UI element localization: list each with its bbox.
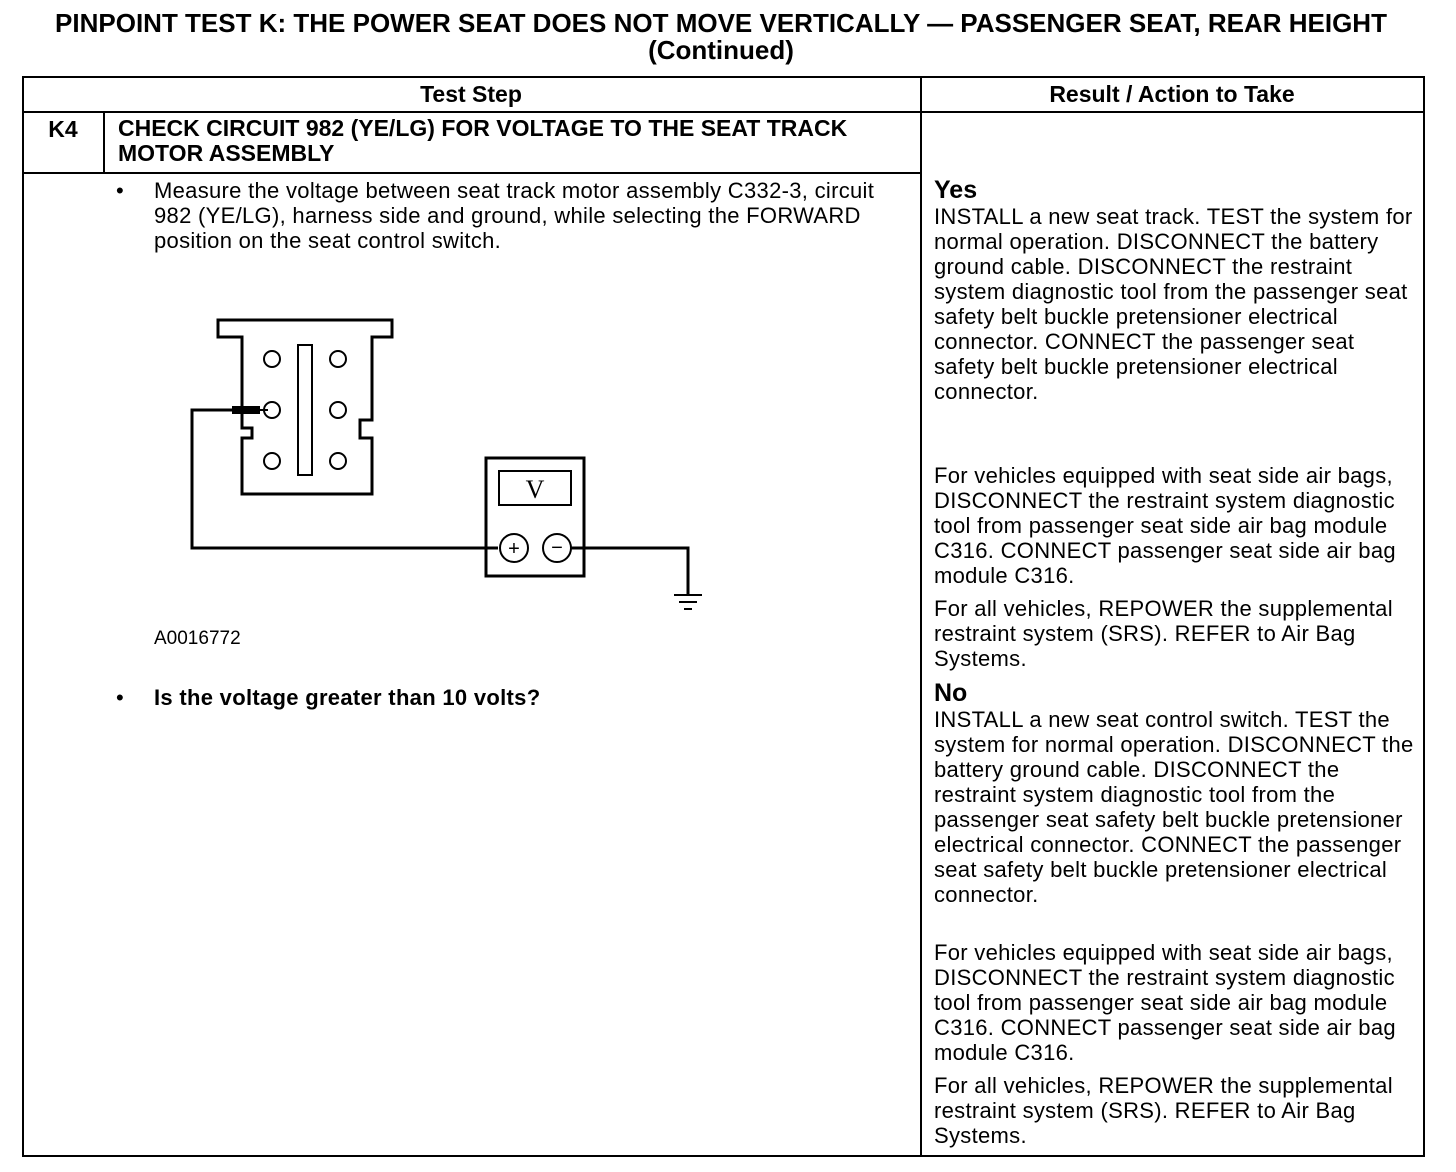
plus-sign: + bbox=[508, 538, 520, 560]
positive-lead bbox=[192, 410, 498, 548]
step-number: K4 bbox=[48, 116, 78, 142]
pin-1 bbox=[264, 351, 280, 367]
minus-sign: − bbox=[551, 537, 563, 559]
result-yes-action-3: For all vehicles, REPOWER the supplemental restraint system (SRS). REFER to Air Bag Systems. bbox=[934, 596, 1393, 671]
bullet-marker: • bbox=[116, 178, 124, 203]
pin-5 bbox=[264, 453, 280, 469]
step-title-divider bbox=[22, 172, 922, 174]
result-yes-label: Yes bbox=[934, 176, 978, 204]
pin-2 bbox=[330, 351, 346, 367]
voltmeter-symbol: V bbox=[525, 475, 545, 504]
ground-symbol bbox=[674, 595, 702, 609]
result-no-label: No bbox=[934, 679, 968, 707]
header-divider bbox=[22, 111, 1423, 113]
step-question: Is the voltage greater than 10 volts? bbox=[154, 685, 541, 710]
result-no-action-3: For all vehicles, REPOWER the supplemental restraint system (SRS). REFER to Air Bag Systems. bbox=[934, 1073, 1393, 1148]
pin-4 bbox=[330, 402, 346, 418]
header-test-step: Test Step bbox=[420, 81, 522, 107]
step-title: CHECK CIRCUIT 982 (YE/LG) FOR VOLTAGE TO THE SEAT TRACK MOTOR ASSEMBLY bbox=[118, 115, 848, 166]
connector-slot bbox=[298, 345, 312, 475]
column-divider bbox=[920, 76, 922, 1155]
bullet-marker-question: • bbox=[116, 685, 124, 710]
negative-lead bbox=[571, 548, 688, 594]
step-instruction: Measure the voltage between seat track motor assembly C332-3, circuit 982 (YE/LG), harness side and ground, while selecting the FORWARD position on the seat control switch. bbox=[154, 178, 875, 253]
figure-id: A0016772 bbox=[154, 628, 241, 649]
result-yes-action-1: INSTALL a new seat track. TEST the system for normal operation. DISCONNECT the battery ground cable. DISCONNECT the restraint system diagnostic tool from the passenger seat safety belt buckle pretensioner electrical connector. CONNECT the passenger seat safety belt buckle pretensioner electrical connector. bbox=[934, 204, 1413, 404]
result-no-action-1: INSTALL a new seat control switch. TEST the system for normal operation. DISCONNECT the battery ground cable. DISCONNECT the restraint system diagnostic tool from the passenger seat safety belt buckle pretensioner electrical connector. CONNECT the passenger seat safety belt buckle pretensioner electrical connector. bbox=[934, 707, 1414, 907]
pin-6 bbox=[330, 453, 346, 469]
page-title: PINPOINT TEST K: THE POWER SEAT DOES NOT MOVE VERTICALLY — PASSENGER SEAT, REAR HEIGHT (Continued) bbox=[55, 8, 1387, 65]
test-probe bbox=[232, 406, 260, 414]
result-yes-action-2: For vehicles equipped with seat side air bags, DISCONNECT the restraint system diagnostic tool from passenger seat side air bag module C316. CONNECT passenger seat side air bag module C316. bbox=[934, 463, 1396, 588]
result-no-action-2: For vehicles equipped with seat side air bags, DISCONNECT the restraint system diagnostic tool from passenger seat side air bag module C316. CONNECT passenger seat side air bag module C316. bbox=[934, 940, 1396, 1065]
header-result-action: Result / Action to Take bbox=[1049, 81, 1295, 107]
voltmeter-circuit-diagram bbox=[180, 310, 720, 620]
